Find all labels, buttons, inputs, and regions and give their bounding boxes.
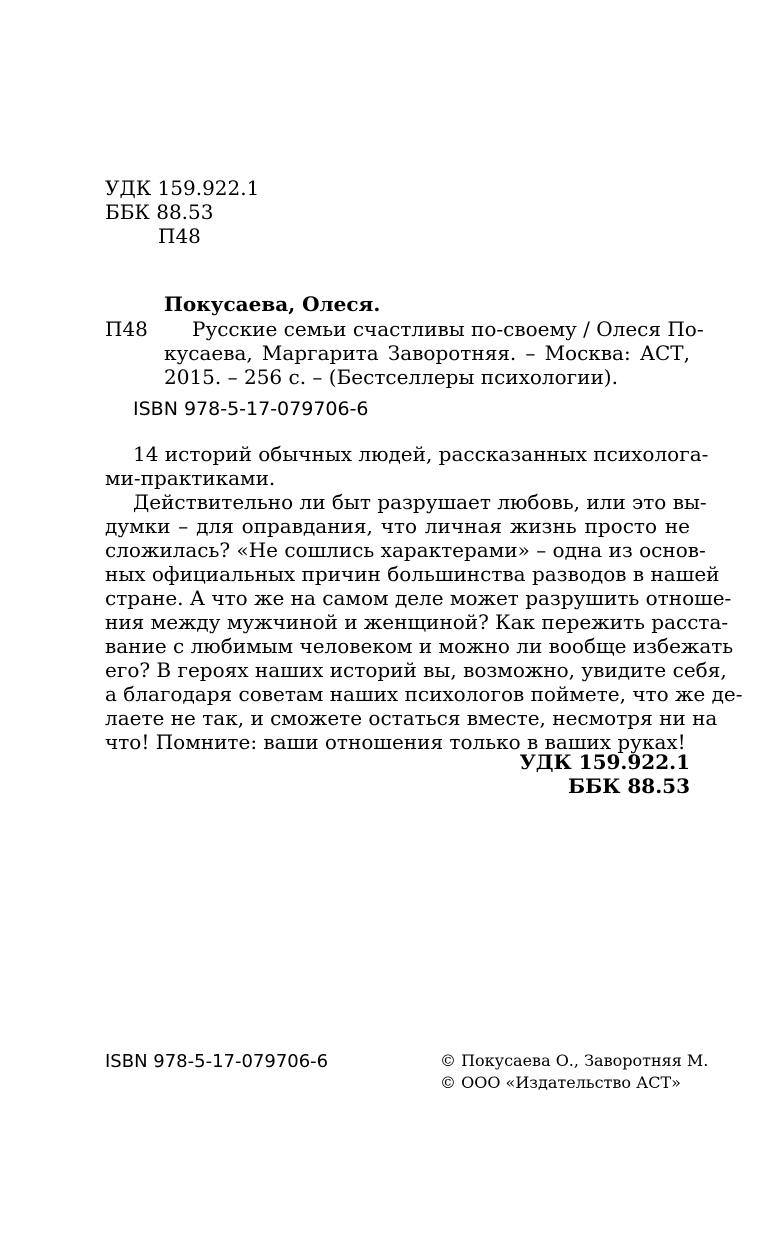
- annotation-line: лаете не так, и сможете остаться вместе, несмотря ни на: [105, 706, 718, 730]
- annotation-line: ми-практиками.: [105, 466, 276, 490]
- annotation-line: а благодаря советам наших психологов поймете, что же де-: [105, 682, 743, 706]
- footer-isbn: ISBN 978-5-17-079706-6: [105, 1051, 329, 1072]
- annotation-line: вание с любимым человеком и можно ли вообще избежать: [105, 634, 734, 658]
- bbk-code-bottom: ББК 88.53: [568, 774, 690, 798]
- udk-code: УДК 159.922.1: [105, 176, 260, 200]
- record-mark: П48: [105, 317, 148, 341]
- annotation-line: думки – для оправдания, что личная жизнь просто не: [105, 514, 690, 538]
- bbk-code: ББК 88.53: [105, 200, 214, 224]
- annotation-line: что! Помните: ваши отношения только в ваших руках!: [105, 730, 686, 754]
- annotation-line: Действительно ли быт разрушает любовь, или это вы-: [133, 490, 707, 514]
- author-mark: П48: [158, 224, 201, 248]
- udk-code-bottom: УДК 159.922.1: [519, 750, 690, 774]
- copyright-authors: © Покусаева О., Заворотняя М.: [440, 1051, 709, 1070]
- annotation-line: ных официальных причин большинства разводов в нашей: [105, 562, 720, 586]
- copyright-publisher: © ООО «Издательство АСТ»: [440, 1073, 681, 1092]
- annotation-line: 14 историй обычных людей, рассказанных психолога-: [133, 442, 709, 466]
- record-author: Покусаева, Олеся.: [164, 292, 381, 316]
- annotation-line: сложилась? «Не сошлись характерами» – одна из основ-: [105, 538, 706, 562]
- record-description-line: Русские семьи счастливы по-своему / Олеся По-: [192, 317, 704, 341]
- record-isbn: ISBN 978-5-17-079706-6: [133, 398, 369, 420]
- record-description-line: 2015. – 256 с. – (Бестселлеры психологии).: [164, 365, 618, 389]
- annotation-line: стране. А что же на самом деле может разрушить отноше-: [105, 586, 732, 610]
- record-description-line: кусаева, Маргарита Заворотняя. – Москва: АСТ,: [164, 341, 690, 365]
- annotation-line: ния между мужчиной и женщиной? Как пережить расста-: [105, 610, 729, 634]
- annotation-line: его? В героях наших историй вы, возможно, увидите себя,: [105, 658, 727, 682]
